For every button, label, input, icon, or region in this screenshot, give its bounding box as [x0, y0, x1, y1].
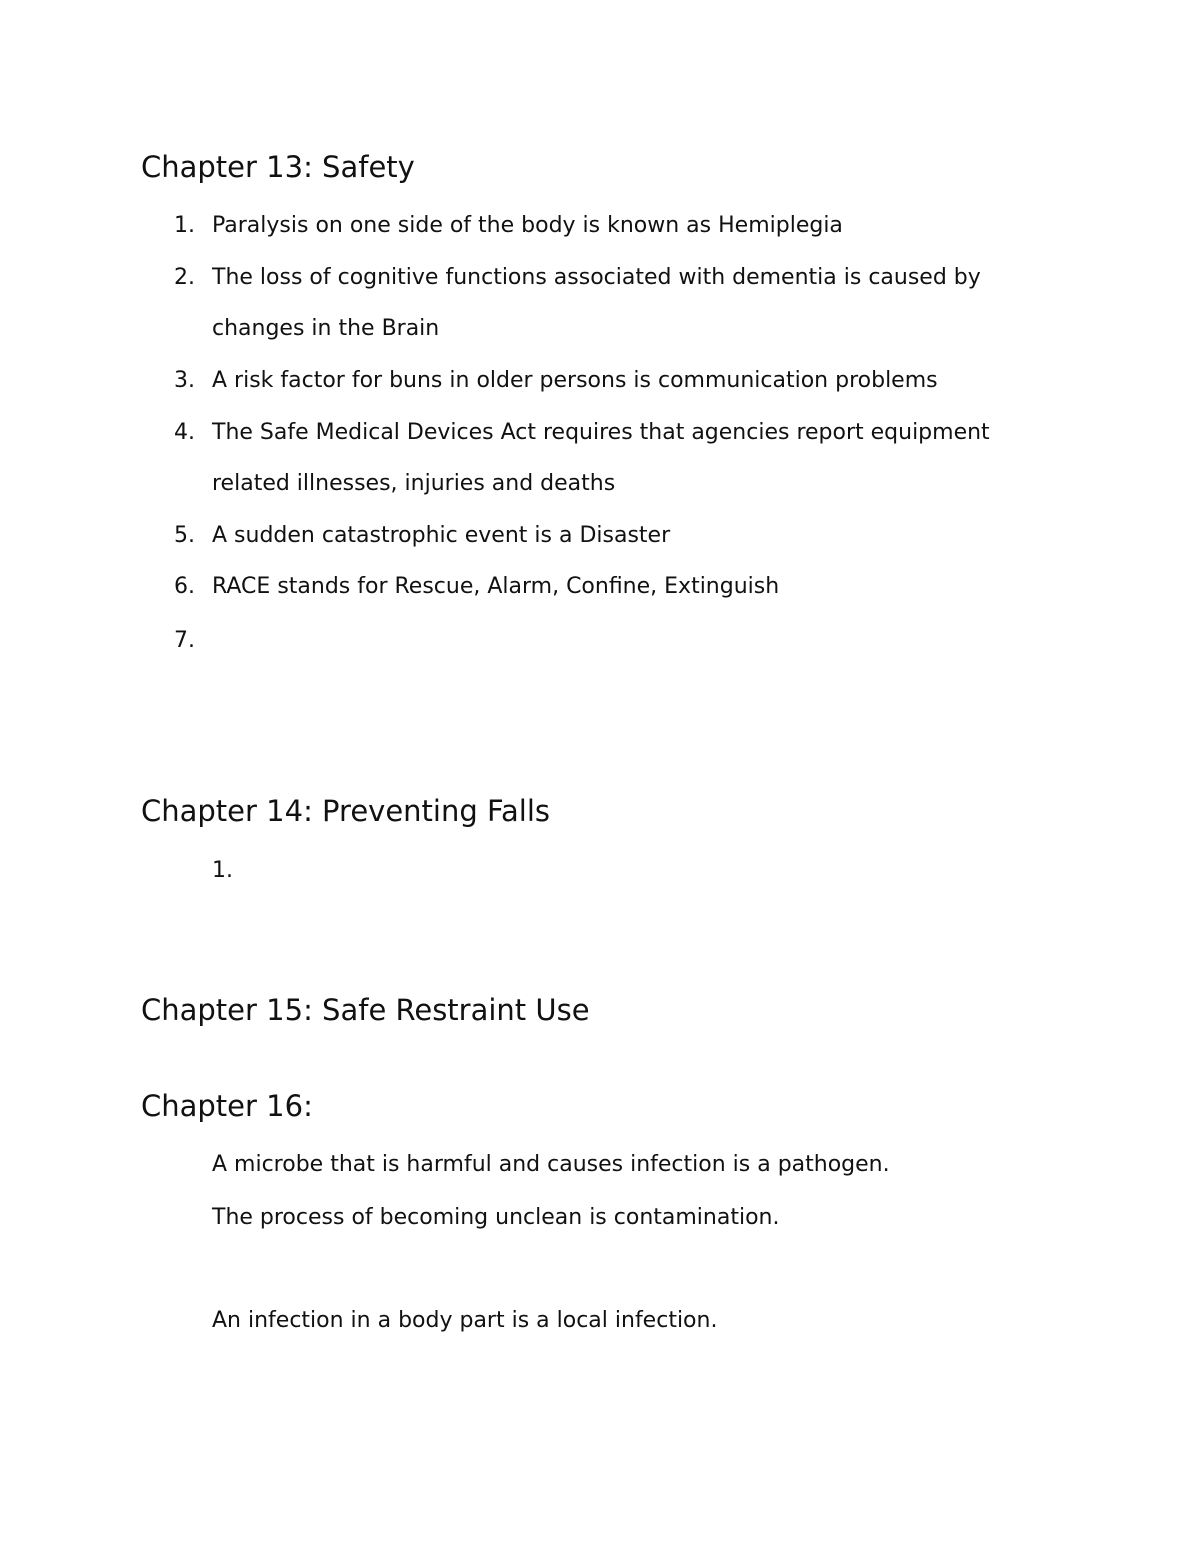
ch13-item-4-text-line2: related illnesses, injuries and deaths — [212, 471, 616, 496]
ch13-item-3-text: A risk factor for buns in older persons is communication problems — [212, 368, 938, 393]
ch13-item-1-number: 1. — [174, 213, 195, 238]
ch16-paragraph-2: The process of becoming unclean is contamination. — [212, 1205, 780, 1230]
ch16-paragraph-3: An infection in a body part is a local infection. — [212, 1308, 718, 1333]
ch13-item-2-text-line1: The loss of cognitive functions associated with dementia is caused by — [212, 265, 981, 290]
chapter-15-heading: Chapter 15: Safe Restraint Use — [141, 993, 590, 1027]
ch16-paragraph-1: A microbe that is harmful and causes infection is a pathogen. — [212, 1152, 890, 1177]
ch14-item-1-number: 1. — [212, 858, 233, 883]
ch13-item-4-text-line1: The Safe Medical Devices Act requires that agencies report equipment — [212, 420, 990, 445]
chapter-14-heading: Chapter 14: Preventing Falls — [141, 794, 550, 828]
ch13-item-3-number: 3. — [174, 368, 195, 393]
ch13-item-5-number: 5. — [174, 523, 195, 548]
ch13-item-7-number: 7. — [174, 628, 195, 653]
ch13-item-6-text: RACE stands for Rescue, Alarm, Confine, Extinguish — [212, 574, 780, 599]
ch13-item-2-text-line2: changes in the Brain — [212, 316, 440, 341]
ch13-item-1-text: Paralysis on one side of the body is known as Hemiplegia — [212, 213, 843, 238]
ch13-item-6-number: 6. — [174, 574, 195, 599]
ch13-item-2-number: 2. — [174, 265, 195, 290]
ch13-item-5-text: A sudden catastrophic event is a Disaster — [212, 523, 671, 548]
chapter-16-heading: Chapter 16: — [141, 1089, 313, 1123]
ch13-item-4-number: 4. — [174, 420, 195, 445]
chapter-13-heading: Chapter 13: Safety — [141, 150, 415, 184]
